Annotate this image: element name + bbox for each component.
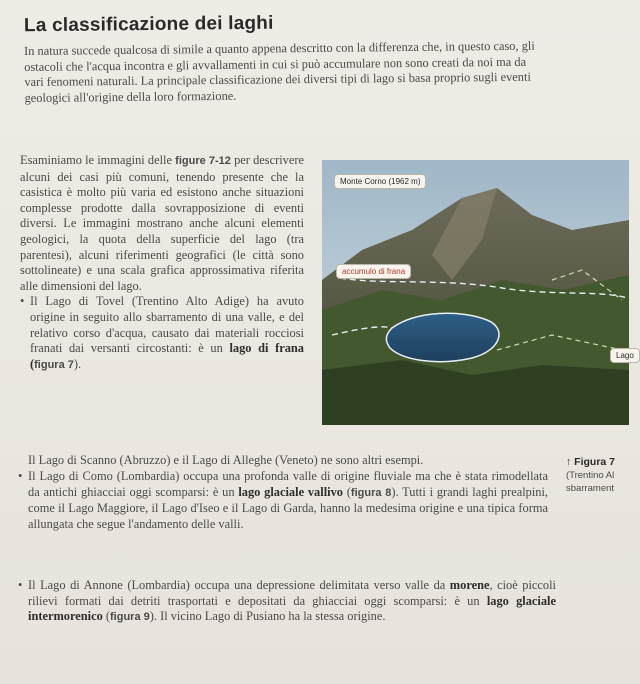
bullet-lago-annone	[28, 578, 556, 626]
text-span: Il Lago di Tovel (Trentino Alto Adige) ha avuto origine in seguito allo sbarramento di una valle, e del relativo corso d'acqua, causato dai materiali rocciosi franati dai versanti circostanti: è un	[30, 294, 304, 356]
bold-term: lago di frana	[229, 341, 304, 356]
bullet-lago-tovel	[30, 294, 304, 373]
figure-caption	[566, 456, 636, 495]
paragraph-continued	[28, 453, 548, 469]
bullet-lago-como	[28, 469, 548, 532]
text-span: , cioè piccoli rilievi formati dai detriti trasportati e depositati da ghiacciai oggi scomparsi: è un	[28, 578, 556, 608]
text-span: Il Lago di Annone (Lombardia) occupa una depressione delimitata verso valle da	[28, 578, 450, 592]
text-span: ). Il vicino Lago di Pusiano ha la stessa origine.	[149, 609, 386, 624]
intro-paragraph: In natura succede qualcosa di simile a quanto appena descritto con la differenza che, in questo caso, gli ostacoli che l'acqua incontra e gli avvallamenti in cui si può accumulare non sono creati da noi ma da vari fenomeni naturali. La principale classificazione dei diversi tipi di lago si basa proprio sugli eventi geologici all'origine della loro formazione.	[24, 38, 535, 105]
text-span: Esaminiamo le immagini delle	[20, 153, 176, 167]
bold-term: lago glaciale vallivo	[238, 484, 343, 499]
figure-7-photo	[322, 160, 634, 425]
figure-ref: figure 7-12	[175, 155, 231, 167]
caption-line: sbarrament	[566, 483, 615, 494]
label-monte-corno: Monte Corno (1962 m)	[334, 174, 426, 189]
bold-term: lago glaciale intermorenico	[28, 593, 556, 624]
figure-ref: figura 9	[110, 611, 150, 624]
figure-ref: figura 7	[34, 358, 74, 371]
landscape-illustration	[322, 160, 629, 425]
caption-line: (Trentino Al	[566, 470, 615, 481]
text-span: Il Lago di Como (Lombardia) occupa una profonda valle di origine fluviale ma che è stata rimodellata da antichi ghiacciai oggi scomparsi: è un	[28, 469, 548, 499]
text-span: (	[342, 484, 351, 499]
caption-title: ↑ Figura 7	[566, 456, 616, 468]
text-span: Il Lago di Scanno (Abruzzo) e il Lago di Alleghe (Veneto) ne sono altri esempi.	[28, 453, 424, 467]
bold-term: morene	[449, 578, 490, 592]
label-accumulo-frana: accumulo di frana	[336, 264, 411, 279]
figure-ref: figura 8	[350, 486, 392, 499]
label-lago: Lago	[610, 348, 640, 363]
text-span: ).	[73, 356, 82, 371]
paragraph-figure-overview	[20, 153, 304, 373]
text-span: per descrivere alcuni dei casi più comuni, tenendo presente che la casistica è molto più varia ed esistono anche situazioni complesse prodotte dalla sovrapposizione di eventi diversi. Le immagini mostrano anche alcuni elementi geologici, la quota della superficie del lago (tra parentesi), alcuni riferimenti geografici (le città sono sottolineate) e una scala grafica approssimativa riferita alle dimensioni del lago.	[20, 153, 304, 293]
section-title: La classificazione dei laghi	[23, 12, 274, 37]
text-span: (	[30, 356, 35, 371]
text-span: ). Tutti i grandi laghi prealpini, come il Lago Maggiore, il Lago d'Iseo e il Lago di Garda, hanno la medesima origine e una tipica forma allungata che segue l'andamento delle valli.	[28, 484, 549, 531]
text-span: (	[102, 609, 111, 624]
